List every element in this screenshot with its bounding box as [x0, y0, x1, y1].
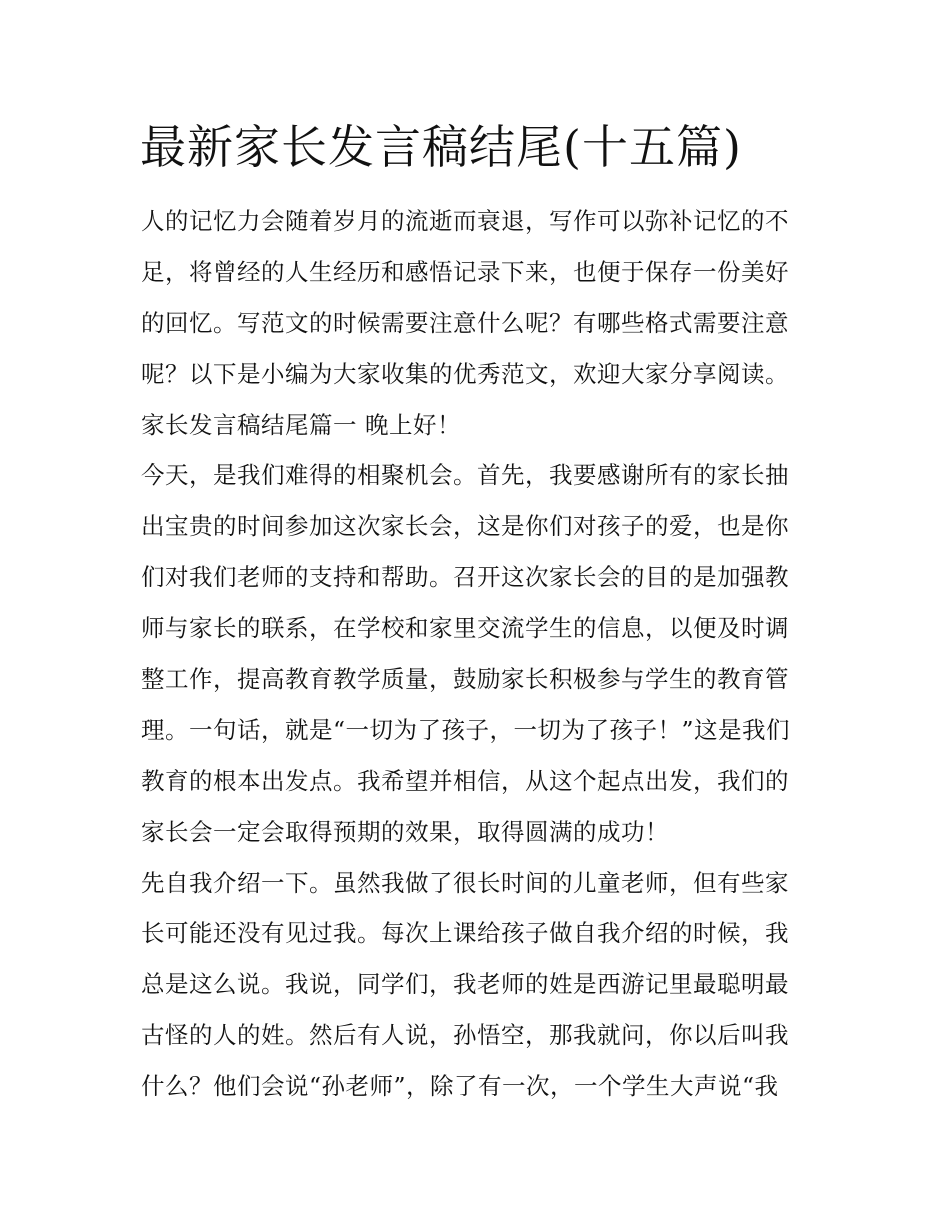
text-line: 理。一句话，就是“一切为了孩子，一切为了孩子！”这是我们 — [141, 715, 791, 744]
text-line: 人的记忆力会随着岁月的流逝而衰退，写作可以弥补记忆的不 — [141, 207, 789, 235]
document-title: 最新家长发言稿结尾(十五篇) — [140, 120, 742, 174]
text-line: 呢？以下是小编为大家收集的优秀范文，欢迎大家分享阅读。 — [141, 359, 789, 388]
text-line: 家长会一定会取得预期的效果，取得圆满的成功！ — [141, 817, 669, 846]
text-line: 足，将曾经的人生经历和感悟记录下来，也便于保存一份美好 — [141, 257, 789, 286]
section-heading-line: 家长发言稿结尾篇一 晚上好！ — [141, 410, 461, 439]
text-line: 古怪的人的姓。然后有人说，孙悟空，那我就问，你以后叫我 — [141, 1021, 789, 1050]
text-line: 今天，是我们难得的相聚机会。首先，我要感谢所有的家长抽 — [141, 461, 789, 490]
text-line: 出宝贵的时间参加这次家长会，这是你们对孩子的爱，也是你 — [141, 512, 789, 541]
text-line: 的回忆。写范文的时候需要注意什么呢？有哪些格式需要注意 — [141, 308, 789, 337]
text-line: 整工作，提高教育教学质量，鼓励家长积极参与学生的教育管 — [141, 665, 789, 694]
document-body — [141, 196, 813, 1112]
text-line: 们对我们老师的支持和帮助。召开这次家长会的目的是加强教 — [141, 563, 789, 592]
text-line: 什么？他们会说“孙老师”，除了有一次，一个学生大声说“我 — [141, 1072, 779, 1101]
text-line: 总是这么说。我说，同学们，我老师的姓是西游记里最聪明最 — [141, 970, 789, 999]
text-line: 师与家长的联系，在学校和家里交流学生的信息，以便及时调 — [141, 614, 789, 643]
text-line: 先自我介绍一下。虽然我做了很长时间的儿童老师，但有些家 — [141, 868, 789, 897]
text-line: 长可能还没有见过我。每次上课给孩子做自我介绍的时候，我 — [141, 919, 789, 948]
text-line: 教育的根本出发点。我希望并相信，从这个起点出发，我们的 — [141, 766, 789, 795]
